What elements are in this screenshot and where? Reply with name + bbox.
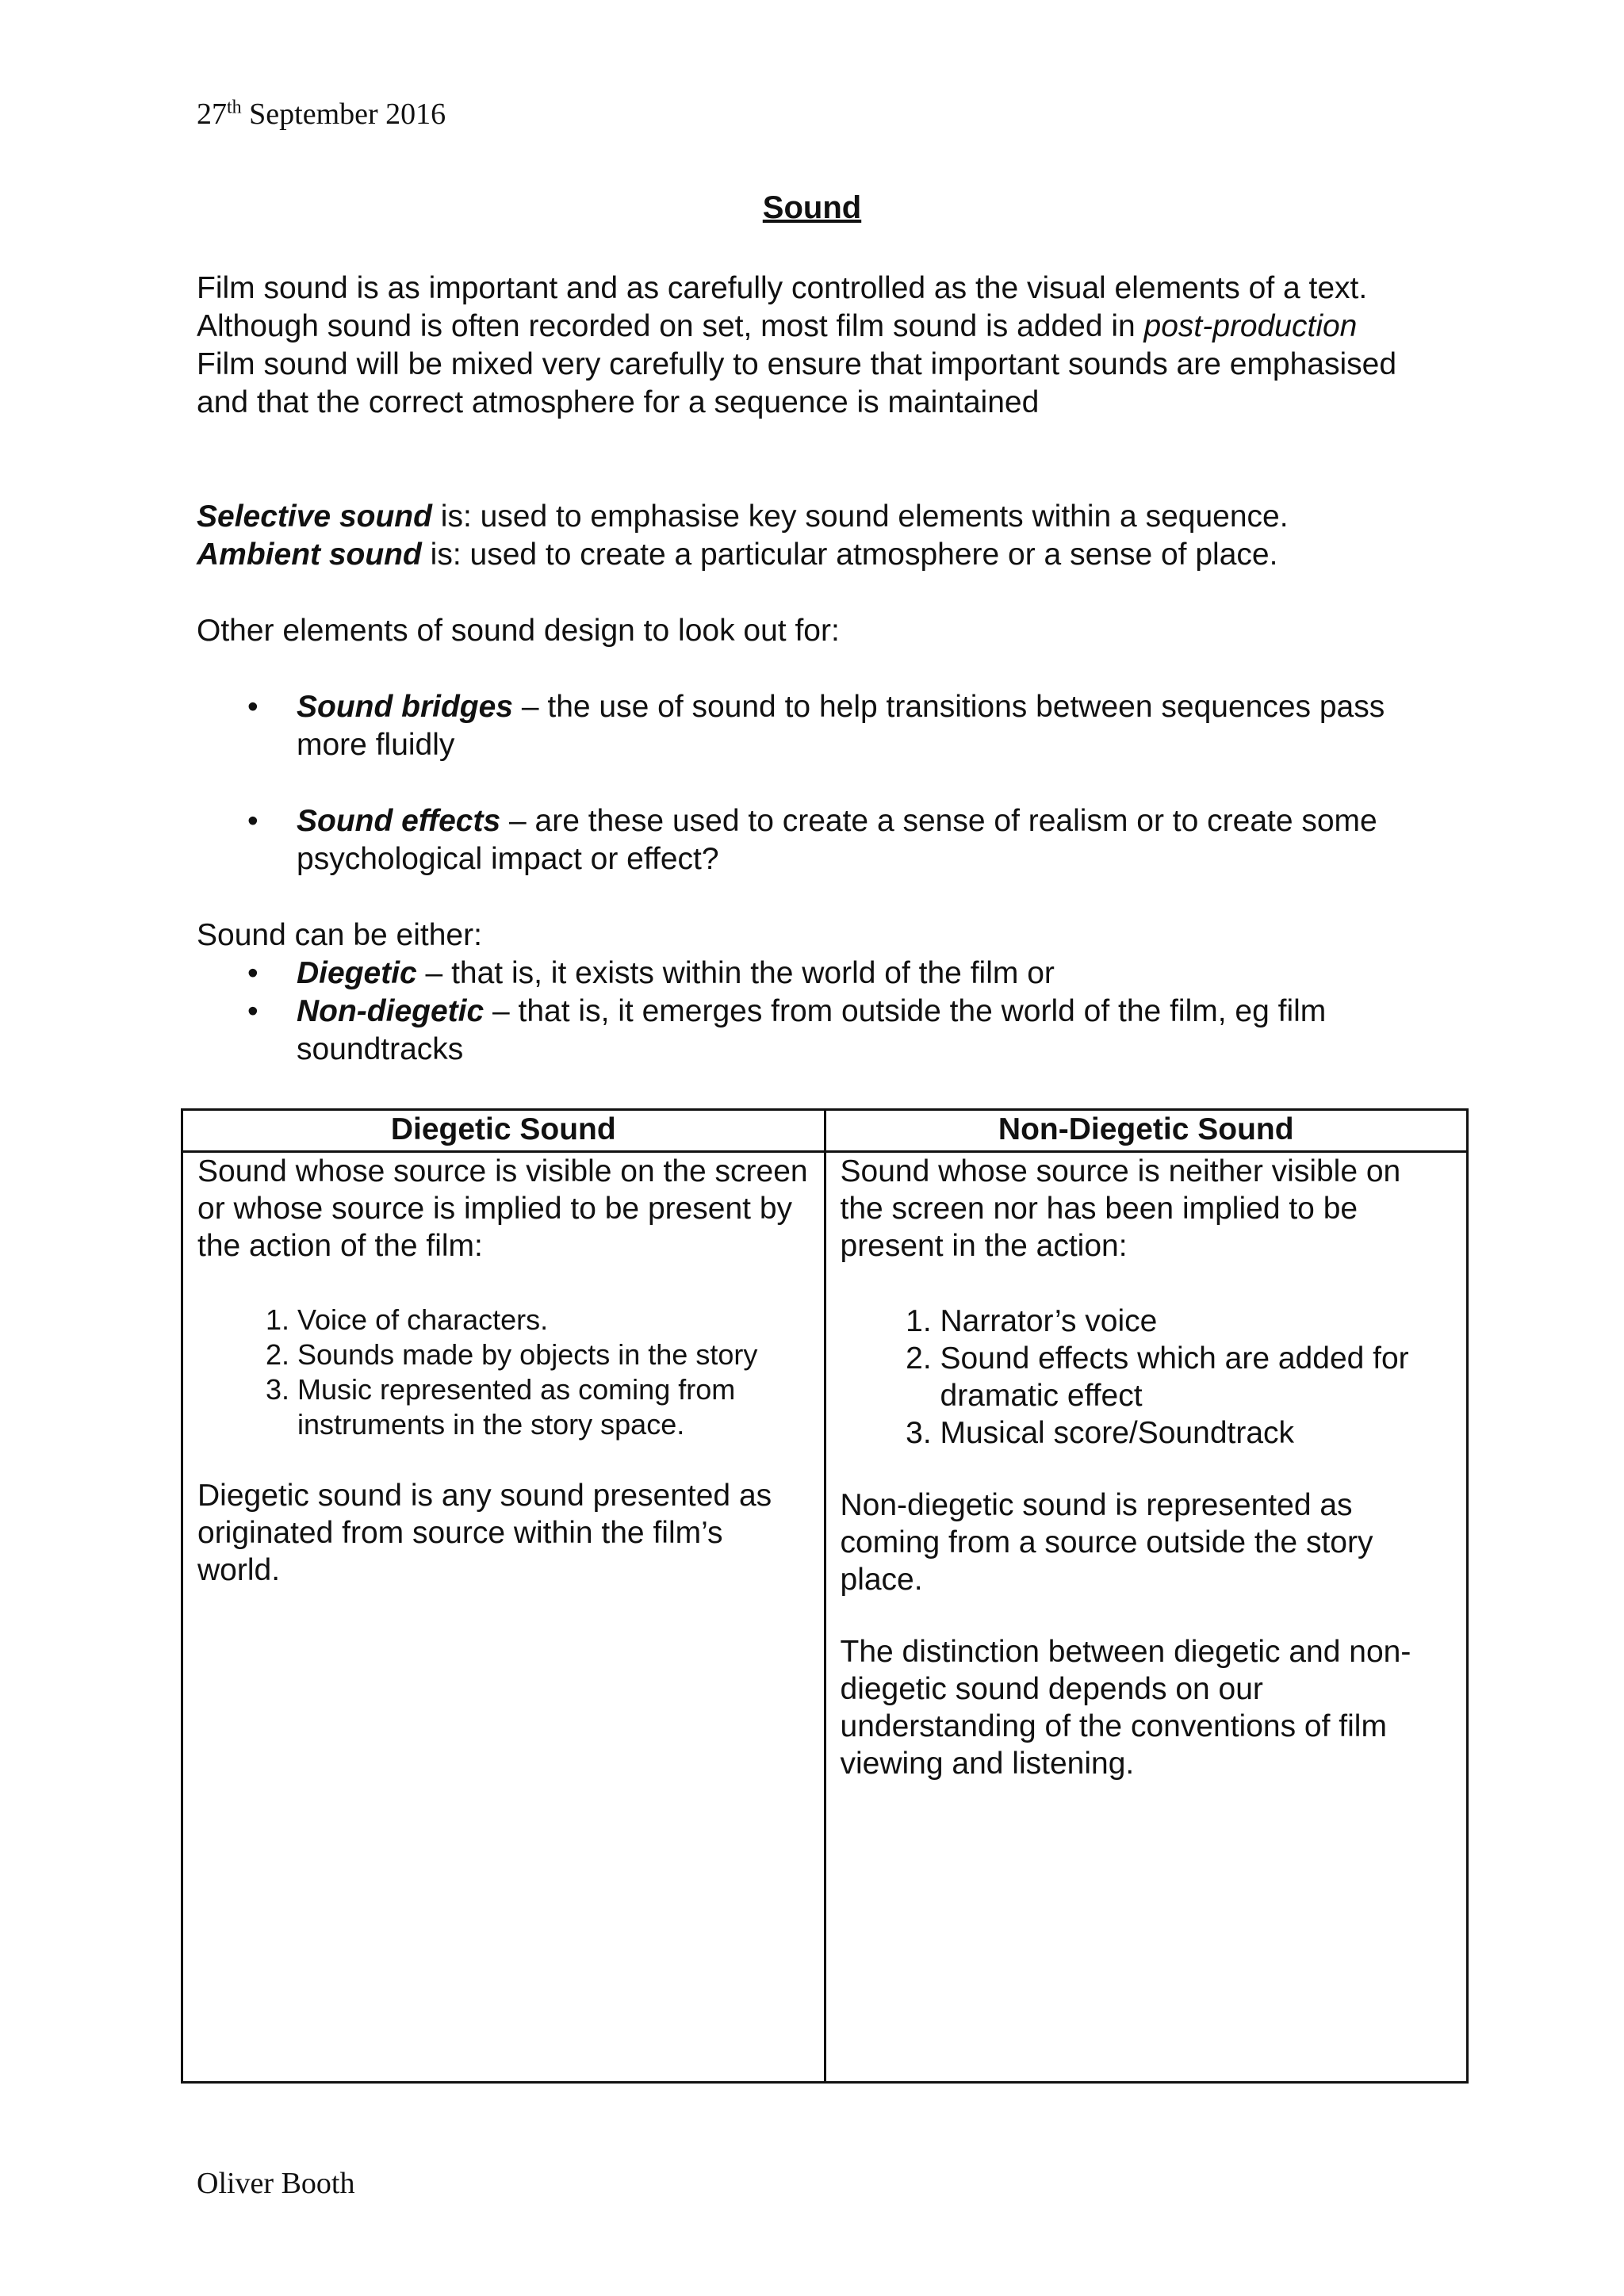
cell-non-diegetic: [825, 1152, 1468, 2083]
definition-term: Selective sound: [197, 499, 432, 534]
definition-term: Ambient sound: [197, 538, 422, 572]
list-item: 2. Sounds made by objects in the story: [297, 1337, 810, 1372]
definitions: [197, 498, 1402, 574]
date-header: [197, 97, 446, 132]
list-item: 1. Narrator’s voice: [940, 1303, 1453, 1340]
non-diegetic-distinction: The distinction between diegetic and non-diegetic sound depends on our understanding of the conventions of film viewing and listening.: [840, 1635, 1411, 1781]
bullet-text: – that is, it exists within the world of the film or: [416, 956, 1055, 990]
page-title: Sound: [762, 190, 862, 225]
list-item-non-diegetic: [197, 993, 1402, 1069]
list-item-diegetic: [197, 955, 1402, 993]
definition-text: is: used to create a particular atmosphere or a sense of place.: [421, 538, 1278, 572]
intro-text: Film sound is as important and as carefully controlled as the visual elements of a text. Although sound is often recorded on set, most film sound is added in: [197, 271, 1368, 343]
diegetic-list: [197, 1303, 810, 1442]
list-item-sound-bridges: [197, 688, 1402, 764]
bullet-term: Sound bridges: [297, 690, 513, 724]
header-non-diegetic: Non-Diegetic Sound: [825, 1110, 1468, 1152]
list-item-sound-effects: [197, 802, 1402, 878]
element-list: [197, 688, 1402, 764]
bullet-text: – the use of sound to help transitions between sequences pass more fluidly: [297, 690, 1385, 762]
intro-section: [197, 270, 1402, 422]
list-item: 3. Music represented as coming from instruments in the story space.: [297, 1372, 810, 1442]
intro-paragraph-1: [197, 270, 1402, 346]
bullet-text: – are these used to create a sense of realism or to create some psychological impact or effect?: [297, 804, 1377, 876]
intro-italic-term: post-production: [1143, 309, 1358, 343]
cell-diegetic: [182, 1152, 825, 2083]
element-list-2: [197, 802, 1402, 878]
list-item: 2. Sound effects which are added for dramatic effect: [940, 1340, 1453, 1414]
non-diegetic-intro: Sound whose source is neither visible on the screen nor has been implied to be present in the action:: [840, 1154, 1401, 1263]
author-footer: Oliver Booth: [197, 2167, 355, 2200]
header-diegetic: Diegetic Sound: [182, 1110, 825, 1152]
list-item: 3. Musical score/Soundtrack: [940, 1414, 1453, 1452]
bullet-term: Non-diegetic: [297, 994, 485, 1028]
date-day: 27: [197, 98, 227, 131]
sound-types-list: [197, 955, 1402, 1069]
definition-ambient: [197, 536, 1402, 574]
definition-selective: [197, 498, 1402, 536]
list-item: 1. Voice of characters.: [297, 1303, 810, 1337]
date-rest: September 2016: [241, 98, 446, 131]
comparison-table: [181, 1108, 1469, 2084]
bullet-term: Diegetic: [297, 956, 417, 990]
bullet-text: – that is, it emerges from outside the world of the film, eg film soundtracks: [297, 994, 1327, 1066]
diegetic-summary: Diegetic sound is any sound presented as originated from source within the film’s world.: [197, 1479, 772, 1587]
table-row: [182, 1152, 1468, 2083]
definition-text: is: used to emphasise key sound elements within a sequence.: [431, 499, 1289, 534]
date-suffix: th: [227, 97, 242, 118]
intro-paragraph-2: Film sound will be mixed very carefully to ensure that important sounds are emphasised and that the correct atmosphere for a sequence is maintained: [197, 347, 1397, 419]
sound-types-label: Sound can be either:: [197, 918, 482, 952]
table-header-row: [182, 1110, 1468, 1152]
diegetic-intro: Sound whose source is visible on the screen or whose source is implied to be present by the action of the film:: [197, 1154, 808, 1263]
non-diegetic-summary: Non-diegetic sound is represented as coming from a source outside the story place.: [840, 1488, 1373, 1597]
other-elements-intro: Other elements of sound design to look out for:: [197, 614, 840, 648]
bullet-term: Sound effects: [297, 804, 501, 838]
non-diegetic-list: [841, 1303, 1453, 1452]
